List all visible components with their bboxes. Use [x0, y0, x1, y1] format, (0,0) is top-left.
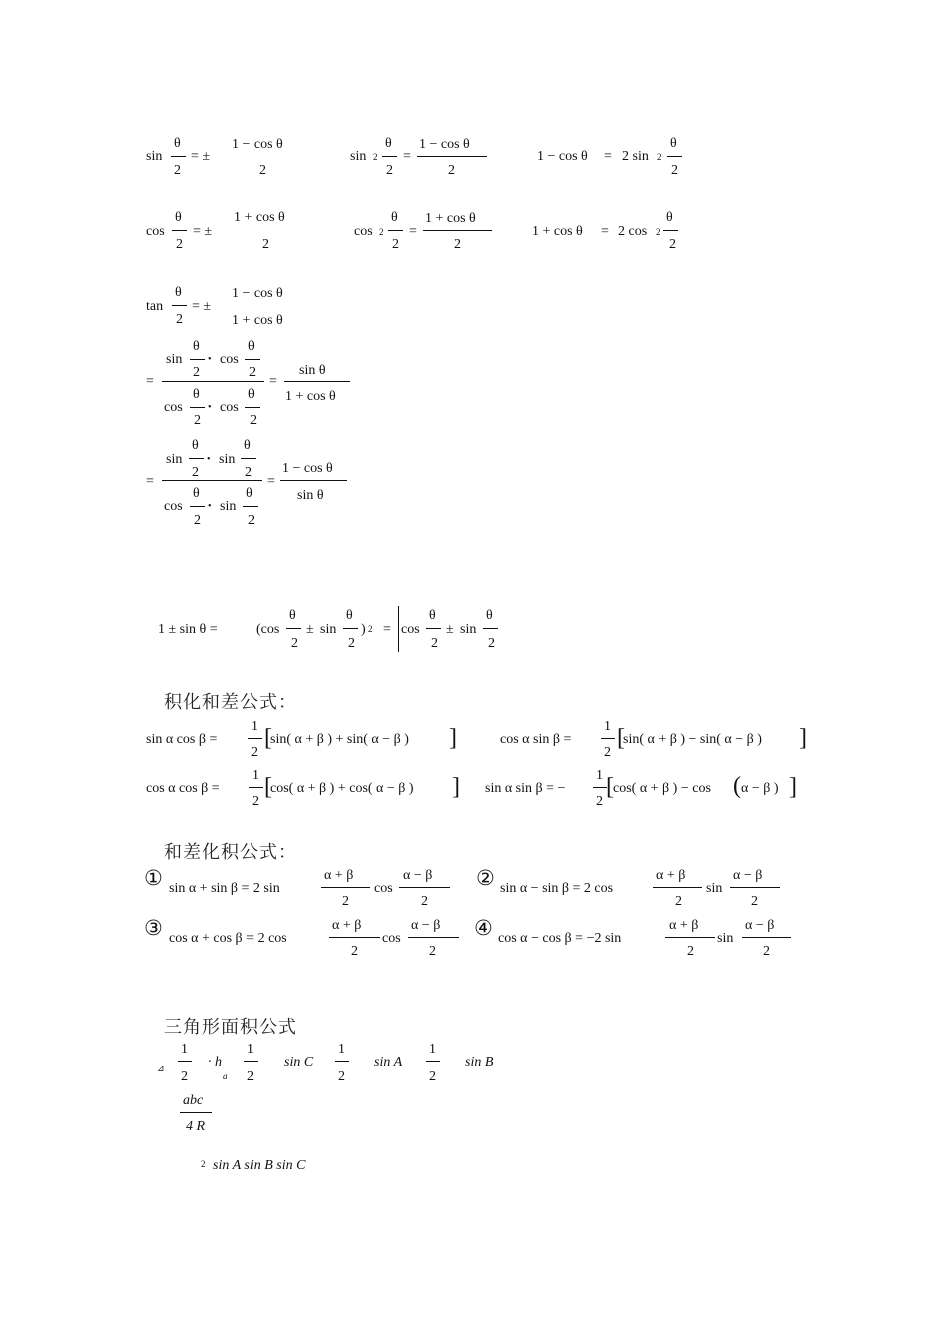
frac-num-theta: θ [391, 210, 398, 225]
label-sin: sin [220, 499, 237, 514]
frac-num: α + β [656, 868, 686, 883]
fraction-bar [665, 937, 715, 938]
frac-num-abc: abc [183, 1093, 204, 1108]
fraction-bar [667, 156, 682, 157]
label-sin: sin [166, 452, 183, 467]
fraction-bar [423, 230, 492, 231]
frac-den-2: 2 [259, 163, 266, 178]
frac-num: 1 + cos θ [425, 211, 476, 226]
formula-lhs: cos α + cos β = 2 cos [169, 931, 287, 946]
frac-num-1: 1 [181, 1042, 188, 1057]
frac-num-1: 1 [596, 768, 603, 783]
frac-den-2: 2 [248, 513, 255, 528]
fraction-bar [171, 156, 186, 157]
bracket-content: α − β ) [741, 781, 779, 796]
frac-num: α − β [745, 918, 775, 933]
main-fraction-bar [162, 381, 264, 382]
fraction-bar [329, 937, 380, 938]
label-cos: cos [220, 400, 239, 415]
eq-pm: = ± [192, 299, 212, 314]
label-sin: sin [350, 149, 367, 164]
label-sin: sin [320, 622, 337, 637]
expr: 1 ± sin θ = [158, 622, 218, 637]
equals: = [403, 149, 411, 164]
label-cos: cos [146, 224, 165, 239]
frac-num-1: 1 [604, 719, 611, 734]
frac-num-1: 1 [429, 1042, 436, 1057]
eq-pm: = ± [191, 149, 211, 164]
frac-den-2: 2 [421, 894, 428, 909]
frac-den-2: 2 [193, 365, 200, 380]
formula-lhs: sin α + sin β = 2 sin [169, 881, 280, 896]
frac-num: α + β [669, 918, 699, 933]
frac-den-2: 2 [291, 636, 298, 651]
frac-den: sin θ [297, 488, 324, 503]
fraction-bar [172, 305, 187, 306]
formula-lhs: cos α sin β = [500, 732, 572, 747]
frac-den-2: 2 [488, 636, 495, 651]
frac-num-theta: θ [175, 210, 182, 225]
left-paren: ( [733, 773, 741, 799]
frac-num-1: 1 [247, 1042, 254, 1057]
frac-den-2: 2 [176, 312, 183, 327]
frac-num: α + β [332, 918, 362, 933]
expr: 1 − cos θ [537, 149, 588, 164]
circled-number-3: ③ [144, 916, 163, 940]
frac-num-theta: θ [346, 608, 353, 623]
fraction-bar [245, 407, 260, 408]
fraction-bar [426, 1061, 440, 1062]
fraction-bar [399, 887, 450, 888]
frac-num-theta: θ [486, 608, 493, 623]
fraction-bar [388, 230, 403, 231]
bracket-content: sin( α + β ) − sin( α − β ) [623, 732, 762, 747]
fraction-bar [189, 458, 204, 459]
fraction-bar [653, 887, 702, 888]
fraction-bar [249, 787, 263, 788]
frac-den-2: 2 [604, 745, 611, 760]
triangle-symbol: ⊿ [157, 1063, 165, 1073]
frac-den-2: 2 [351, 944, 358, 959]
abs-bar [398, 606, 399, 652]
frac-den-2: 2 [348, 636, 355, 651]
formula-lhs: sin α cos β = [146, 732, 218, 747]
exponent-2: 2 [373, 152, 378, 162]
frac-den-2: 2 [675, 894, 682, 909]
fraction-bar [190, 506, 205, 507]
fraction-bar [284, 381, 350, 382]
frac-num: α − β [403, 868, 433, 883]
frac-den-2: 2 [181, 1069, 188, 1084]
label-cos: cos [354, 224, 373, 239]
fraction-bar [280, 480, 347, 481]
frac-den-2: 2 [192, 465, 199, 480]
label-cos: cos [164, 499, 183, 514]
section-title-triangle-area: 三角形面积公式 [164, 1017, 297, 1038]
sin-A: sin A [374, 1055, 403, 1070]
frac-den-2: 2 [174, 163, 181, 178]
frac-den-2: 2 [194, 513, 201, 528]
fraction-bar [172, 230, 187, 231]
fraction-bar [382, 156, 397, 157]
circled-number-2: ② [476, 866, 495, 890]
label-tan: tan [146, 299, 164, 314]
frac-den-2: 2 [252, 794, 259, 809]
frac-den-2: 2 [250, 413, 257, 428]
exponent-2: 2 [656, 227, 661, 237]
equals: = [601, 224, 609, 239]
label-cos: cos [220, 352, 239, 367]
fraction-bar [243, 506, 258, 507]
expr: (cos [256, 622, 280, 637]
left-bracket: [ [264, 774, 272, 800]
equals: = [146, 474, 154, 489]
fraction-bar [190, 407, 205, 408]
fraction-bar [742, 937, 791, 938]
fraction-bar [180, 1112, 212, 1113]
frac-den-2: 2 [176, 237, 183, 252]
frac-num: 1 − cos θ [232, 137, 283, 152]
expr: 2 sin [622, 149, 649, 164]
frac-den-2: 2 [751, 894, 758, 909]
exponent-2: 2 [657, 152, 662, 162]
frac-num: 1 + cos θ [234, 210, 285, 225]
exponent-2: 2 [379, 227, 384, 237]
fraction-bar [601, 738, 615, 739]
height-h: · h [208, 1055, 222, 1070]
fraction-bar [417, 156, 487, 157]
frac-den-2: 2 [338, 1069, 345, 1084]
equals: = [409, 224, 417, 239]
fraction-bar [730, 887, 780, 888]
right-bracket: ] [789, 774, 797, 800]
right-bracket: ] [452, 774, 460, 800]
frac-num-theta: θ [193, 486, 200, 501]
fraction-bar [178, 1061, 192, 1062]
frac-num-1: 1 [338, 1042, 345, 1057]
formula-lhs: cos α − cos β = −2 sin [498, 931, 622, 946]
frac-num-theta: θ [244, 438, 251, 453]
equals: = [383, 622, 391, 637]
frac-den-2: 2 [194, 413, 201, 428]
frac-den-2: 2 [448, 163, 455, 178]
left-bracket: [ [264, 725, 272, 751]
equals: = [267, 474, 275, 489]
fraction-bar [286, 628, 301, 629]
frac-num-theta: θ [175, 285, 182, 300]
fraction-bar [426, 628, 441, 629]
label-cos: cos [164, 400, 183, 415]
frac-num-theta: θ [248, 387, 255, 402]
frac-num-theta: θ [666, 210, 673, 225]
fraction-bar [241, 458, 256, 459]
equals: = [146, 374, 154, 389]
exponent-2: 2 [201, 1159, 206, 1169]
label-sin: sin [219, 452, 236, 467]
frac-den-2: 2 [247, 1069, 254, 1084]
frac-num: α − β [411, 918, 441, 933]
expr: 2 cos [618, 224, 648, 239]
right-bracket: ] [449, 725, 457, 751]
left-bracket: [ [606, 774, 614, 800]
frac-num: 1 − cos θ [282, 461, 333, 476]
frac-den-2: 2 [669, 237, 676, 252]
label-cos: cos [374, 881, 393, 896]
fraction-bar [343, 628, 358, 629]
frac-num: 1 − cos θ [232, 286, 283, 301]
frac-num-theta: θ [385, 136, 392, 151]
left-bracket: [ [617, 725, 625, 751]
frac-num-theta: θ [670, 136, 677, 151]
formula-lhs: sin α − sin β = 2 cos [500, 881, 614, 896]
label-sin: sin [717, 931, 734, 946]
fraction-bar [321, 887, 370, 888]
label-cos: cos [382, 931, 401, 946]
equals: = [604, 149, 612, 164]
expr: 1 + cos θ [532, 224, 583, 239]
label-sin: sin [706, 881, 723, 896]
fraction-bar [245, 359, 260, 360]
formula-lhs: cos α cos β = [146, 781, 220, 796]
frac-num-theta: θ [246, 486, 253, 501]
fraction-bar [244, 1061, 258, 1062]
bracket-content: cos( α + β ) + cos( α − β ) [270, 781, 414, 796]
frac-den-2: 2 [392, 237, 399, 252]
frac-den-2: 2 [429, 944, 436, 959]
plus-minus: ± [306, 622, 314, 637]
frac-num-theta: θ [192, 438, 199, 453]
frac-num-theta: θ [248, 339, 255, 354]
frac-den-2: 2 [431, 636, 438, 651]
frac-den-2: 2 [262, 237, 269, 252]
section-title-product-to-sum: 积化和差公式： [164, 692, 297, 713]
label-cos: cos [401, 622, 420, 637]
fraction-bar [593, 787, 607, 788]
eq-pm: = ± [193, 224, 213, 239]
frac-den-2: 2 [687, 944, 694, 959]
formula-lhs: sin α sin β = − [485, 781, 566, 796]
fraction-bar [335, 1061, 349, 1062]
fraction-bar [190, 359, 205, 360]
bracket-content: sin( α + β ) + sin( α − β ) [270, 732, 409, 747]
frac-den-2: 2 [429, 1069, 436, 1084]
label-sin: sin [460, 622, 477, 637]
sin-C: sin C [284, 1055, 314, 1070]
bullet: • [208, 354, 212, 365]
bullet: • [208, 501, 212, 512]
bracket-content: cos( α + β ) − cos [613, 781, 711, 796]
fraction-bar [408, 937, 459, 938]
frac-num-theta: θ [289, 608, 296, 623]
section-title-sum-to-product: 和差化积公式： [164, 842, 297, 863]
formula-sinAsinBsinC: sin A sin B sin C [213, 1158, 306, 1173]
label-sin: sin [166, 352, 183, 367]
frac-num-theta: θ [193, 387, 200, 402]
frac-den-2: 2 [245, 465, 252, 480]
right-bracket: ] [799, 725, 807, 751]
frac-num-1: 1 [252, 768, 259, 783]
main-fraction-bar [162, 480, 262, 481]
frac-den: 1 + cos θ [232, 313, 283, 328]
frac-den-2: 2 [249, 365, 256, 380]
equals: = [269, 374, 277, 389]
frac-den-2: 2 [251, 745, 258, 760]
frac-den-2: 2 [596, 794, 603, 809]
bullet: • [207, 454, 211, 465]
fraction-bar [663, 230, 678, 231]
subscript-a: a [223, 1071, 228, 1081]
fraction-bar [483, 628, 498, 629]
frac-num: α + β [324, 868, 354, 883]
frac-den-2: 2 [454, 237, 461, 252]
sin-B: sin B [465, 1055, 494, 1070]
frac-num-theta: θ [193, 339, 200, 354]
exponent-2: 2 [368, 624, 373, 634]
frac-den-2: 2 [386, 163, 393, 178]
label-sin: sin [146, 149, 163, 164]
frac-num: 1 − cos θ [419, 137, 470, 152]
frac-num-theta: θ [429, 608, 436, 623]
frac-num-1: 1 [251, 719, 258, 734]
plus-minus: ± [446, 622, 454, 637]
frac-den-2: 2 [671, 163, 678, 178]
fraction-bar [248, 738, 262, 739]
frac-num: α − β [733, 868, 763, 883]
close-paren: ) [361, 622, 366, 637]
bullet: • [208, 402, 212, 413]
frac-den: 1 + cos θ [285, 389, 336, 404]
frac-num-theta: θ [174, 136, 181, 151]
frac-den-4R: 4 R [186, 1119, 206, 1134]
circled-number-4: ④ [474, 916, 493, 940]
frac-den-2: 2 [342, 894, 349, 909]
circled-number-1: ① [144, 866, 163, 890]
frac-num: sin θ [299, 363, 326, 378]
frac-den-2: 2 [763, 944, 770, 959]
